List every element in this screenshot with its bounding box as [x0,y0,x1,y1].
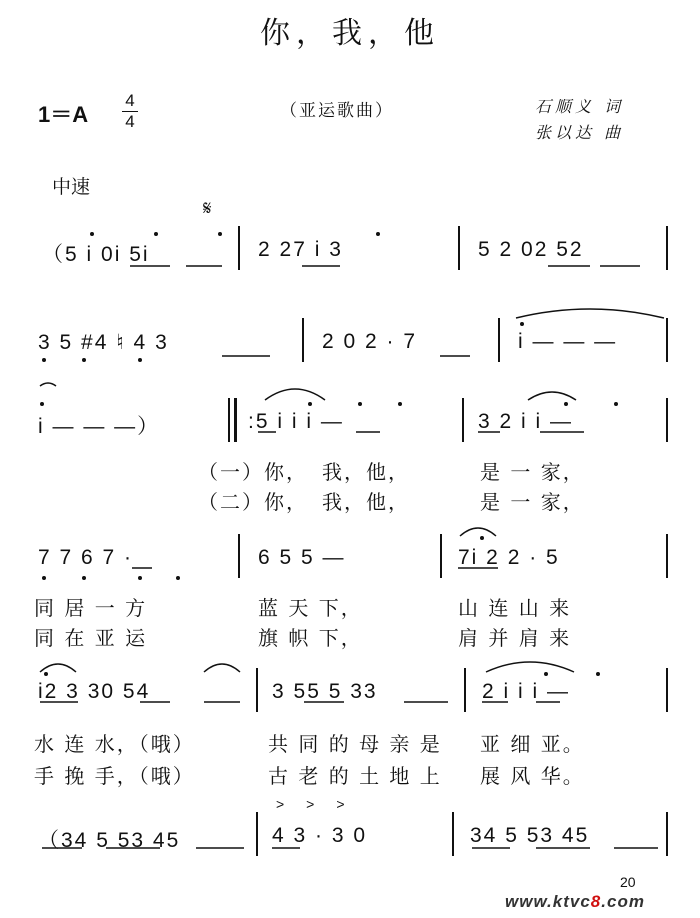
staff-6-bar-1: （34 5 53 45 [38,829,181,852]
lyric-v2-c: 是 一 家， [480,490,585,514]
lyric-v2-b: 我，他， [322,490,410,514]
time-numerator: 4 [125,91,135,110]
watermark-prefix: www.ktvc [505,892,591,911]
staff-4-bar-2: 6 5 5 — [258,546,346,569]
staff-2-bar-1: 3 5 #4 ♮ 4 3 [38,331,169,354]
lyric-v2-i: 展 风 华。 [480,764,585,788]
staff-1-bar-2: 2 27 i 3 [258,238,343,261]
page-number: 20 [620,874,636,890]
staff-5-bar-2: 3 55 5 33 [272,680,378,703]
lyric-v1-h: 共 同 的 母 亲 是 [268,732,442,756]
lyric-v1-e: 蓝 天 下， [258,596,363,620]
lyric-v1-b: 我，他， [322,460,410,484]
staff-6-bar-3: 34 5 53 45 [470,824,590,847]
staff-4-bar-1: 7 7 6 7 · [38,546,134,569]
tempo-marking: 中速 [52,176,91,198]
staff-4-bar-3: 7i 2 2 · 5 [458,546,560,569]
lyric-v1-i: 亚 细 亚。 [480,732,585,756]
composer-credit: 张以达 曲 [535,123,625,142]
lyric-v2-e: 旗 帜 下， [258,626,363,650]
lyric-v1-c: 是 一 家， [480,460,585,484]
lyric-v2-g: 手 挽 手，（哦） [34,764,195,788]
watermark-highlight: 8 [590,892,602,911]
segno-sign: 𝄋 [203,196,212,220]
site-watermark [505,892,645,912]
lyric-v1-f: 山 连 山 来 [458,596,572,620]
lyric-v2-d: 同 在 亚 运 [34,626,148,650]
lyric-v1-g: 水 连 水，（哦） [34,732,195,756]
key-signature: 1＝A [38,102,89,127]
song-title: 你，我，他 [260,16,440,51]
lyric-v2-a: （二）你， [198,490,308,514]
staff-3-bar-1: i — — —） [38,415,161,438]
watermark-suffix: .com [601,892,645,911]
staff-5-bar-3: 2 i i i — [482,680,571,703]
subtitle: （亚运歌曲） [280,101,394,121]
staff-3-bar-3: 3 2 i i — [478,410,574,433]
lyric-v2-h: 古 老 的 土 地 上 [268,764,442,788]
lyric-v2-f: 肩 并 肩 来 [458,626,572,650]
staff-2-bar-3: i — — — [518,330,618,353]
staff-1-bar-1: （5 i 0i 5i [42,243,150,266]
lyric-v1-a: （一）你， [198,460,308,484]
staff-6-bar-2: 4 3 · 3 0 [272,824,368,847]
accent-marks: >>> [276,796,367,812]
staff-2-bar-2: 2 0 2 · 7 [322,330,418,353]
staff-3-bar-2: :5 i i i — [248,410,344,433]
staff-5-bar-1: i2 3 30 54 [38,680,151,703]
staff-1-bar-3: 5 2 02 52 [478,238,584,261]
time-denominator: 4 [125,112,135,131]
lyric-v1-d: 同 居 一 方 [34,596,148,620]
lyricist-credit: 石顺义 词 [535,97,625,116]
